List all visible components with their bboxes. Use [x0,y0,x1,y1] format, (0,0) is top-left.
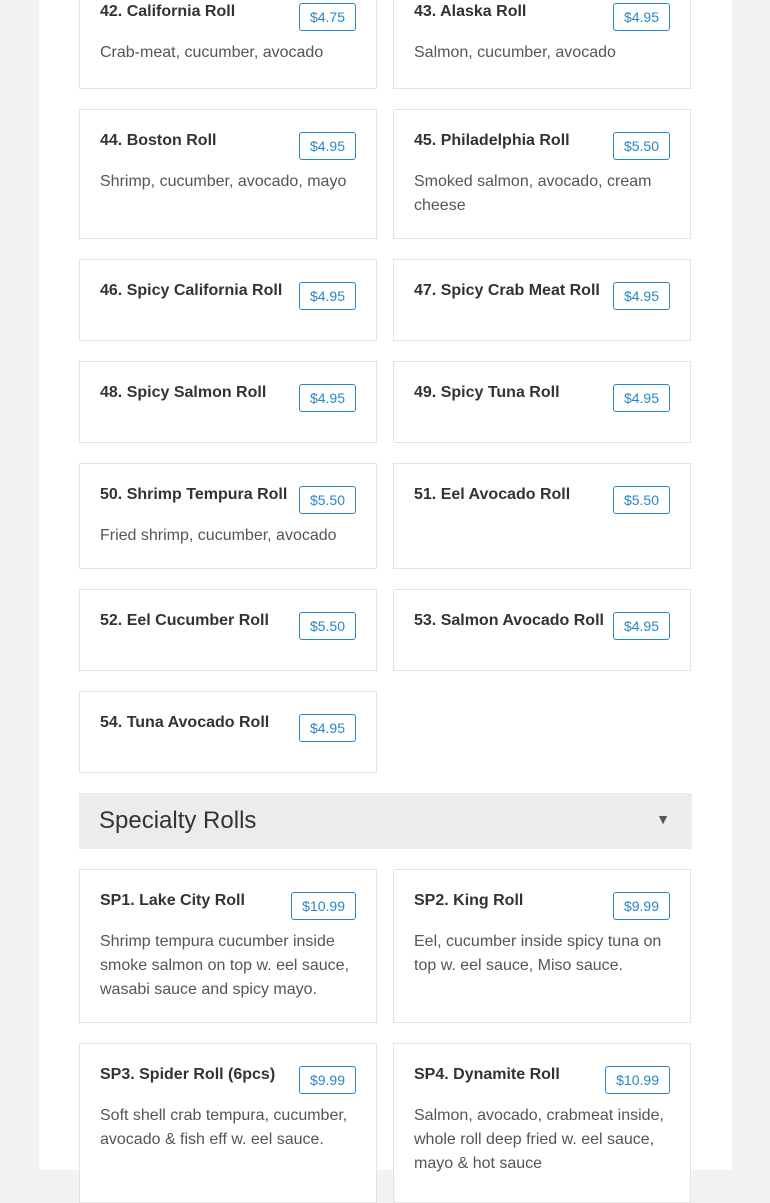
item-price: $5.50 [613,486,670,514]
item-price: $9.99 [613,892,670,920]
menu-item-42[interactable] [79,0,377,89]
menu-item-43[interactable] [393,0,691,89]
item-title: 46. Spicy California Roll [100,282,283,299]
item-title: 50. Shrimp Tempura Roll [100,486,288,503]
item-desc: Eel, cucumber inside spicy tuna on top w. eel sauce, Miso sauce. [414,933,662,974]
item-title: 53. Salmon Avocado Roll [414,612,604,629]
item-title: 42. California Roll [100,3,236,20]
item-title: 54. Tuna Avocado Roll [100,714,270,731]
menu-item-50[interactable] [79,463,377,569]
menu-item-53[interactable] [393,589,691,671]
item-price: $4.95 [299,132,356,160]
item-title: SP3. Spider Roll (6pcs) [100,1066,276,1083]
item-title: 51. Eel Avocado Roll [414,486,571,503]
item-title: 43. Alaska Roll [414,3,527,20]
item-title: 44. Boston Roll [100,132,217,149]
item-price: $5.50 [299,486,356,514]
menu-item-51[interactable] [393,463,691,569]
item-desc: Soft shell crab tempura, cucumber, avocado & fish eff w. eel sauce. [100,1107,348,1148]
item-title: SP1. Lake City Roll [100,892,245,909]
item-title: SP4. Dynamite Roll [414,1066,560,1083]
item-price: $5.50 [613,132,670,160]
item-price: $10.99 [291,892,356,920]
item-desc: Smoked salmon, avocado, cream cheese [414,173,652,214]
item-price: $4.95 [299,282,356,310]
menu-item-48[interactable] [79,361,377,443]
item-price: $4.75 [299,3,356,31]
menu-item-45[interactable] [393,109,691,239]
menu-item-46[interactable] [79,259,377,341]
item-price: $4.95 [299,714,356,742]
item-price: $4.95 [613,384,670,412]
specialty-item-sp3[interactable] [79,1043,377,1203]
item-desc: Crab-meat, cucumber, avocado [100,44,324,61]
item-desc: Salmon, avocado, crabmeat inside, whole roll deep fried w. eel sauce, mayo & hot sauce [414,1107,664,1172]
item-price: $4.95 [613,612,670,640]
item-desc: Shrimp, cucumber, avocado, mayo [100,173,347,190]
specialty-rolls-header[interactable] [79,793,692,849]
specialty-item-sp1[interactable] [79,869,377,1023]
specialty-item-sp2[interactable] [393,869,691,1023]
item-price: $4.95 [613,3,670,31]
item-desc: Fried shrimp, cucumber, avocado [100,527,337,544]
item-title: 49. Spicy Tuna Roll [414,384,560,401]
menu-item-52[interactable] [79,589,377,671]
menu-item-49[interactable] [393,361,691,443]
menu-item-44[interactable] [79,109,377,239]
item-title: 48. Spicy Salmon Roll [100,384,267,401]
item-price: $5.50 [299,612,356,640]
item-title: 52. Eel Cucumber Roll [100,612,269,629]
item-title: SP2. King Roll [414,892,524,909]
section-title: Specialty Rolls [99,807,257,834]
item-desc: Shrimp tempura cucumber inside smoke salmon on top w. eel sauce, wasabi sauce and spicy mayo. [100,933,350,998]
menu-item-54[interactable] [79,691,377,773]
item-price: $4.95 [299,384,356,412]
item-title: 45. Philadelphia Roll [414,132,570,149]
caret-down-icon[interactable]: ▼ [656,811,670,827]
menu-item-47[interactable] [393,259,691,341]
item-price: $10.99 [605,1066,670,1094]
specialty-item-sp4[interactable] [393,1043,691,1203]
item-price: $4.95 [613,282,670,310]
item-desc: Salmon, cucumber, avocado [414,44,616,61]
item-price: $9.99 [299,1066,356,1094]
item-title: 47. Spicy Crab Meat Roll [414,282,600,299]
